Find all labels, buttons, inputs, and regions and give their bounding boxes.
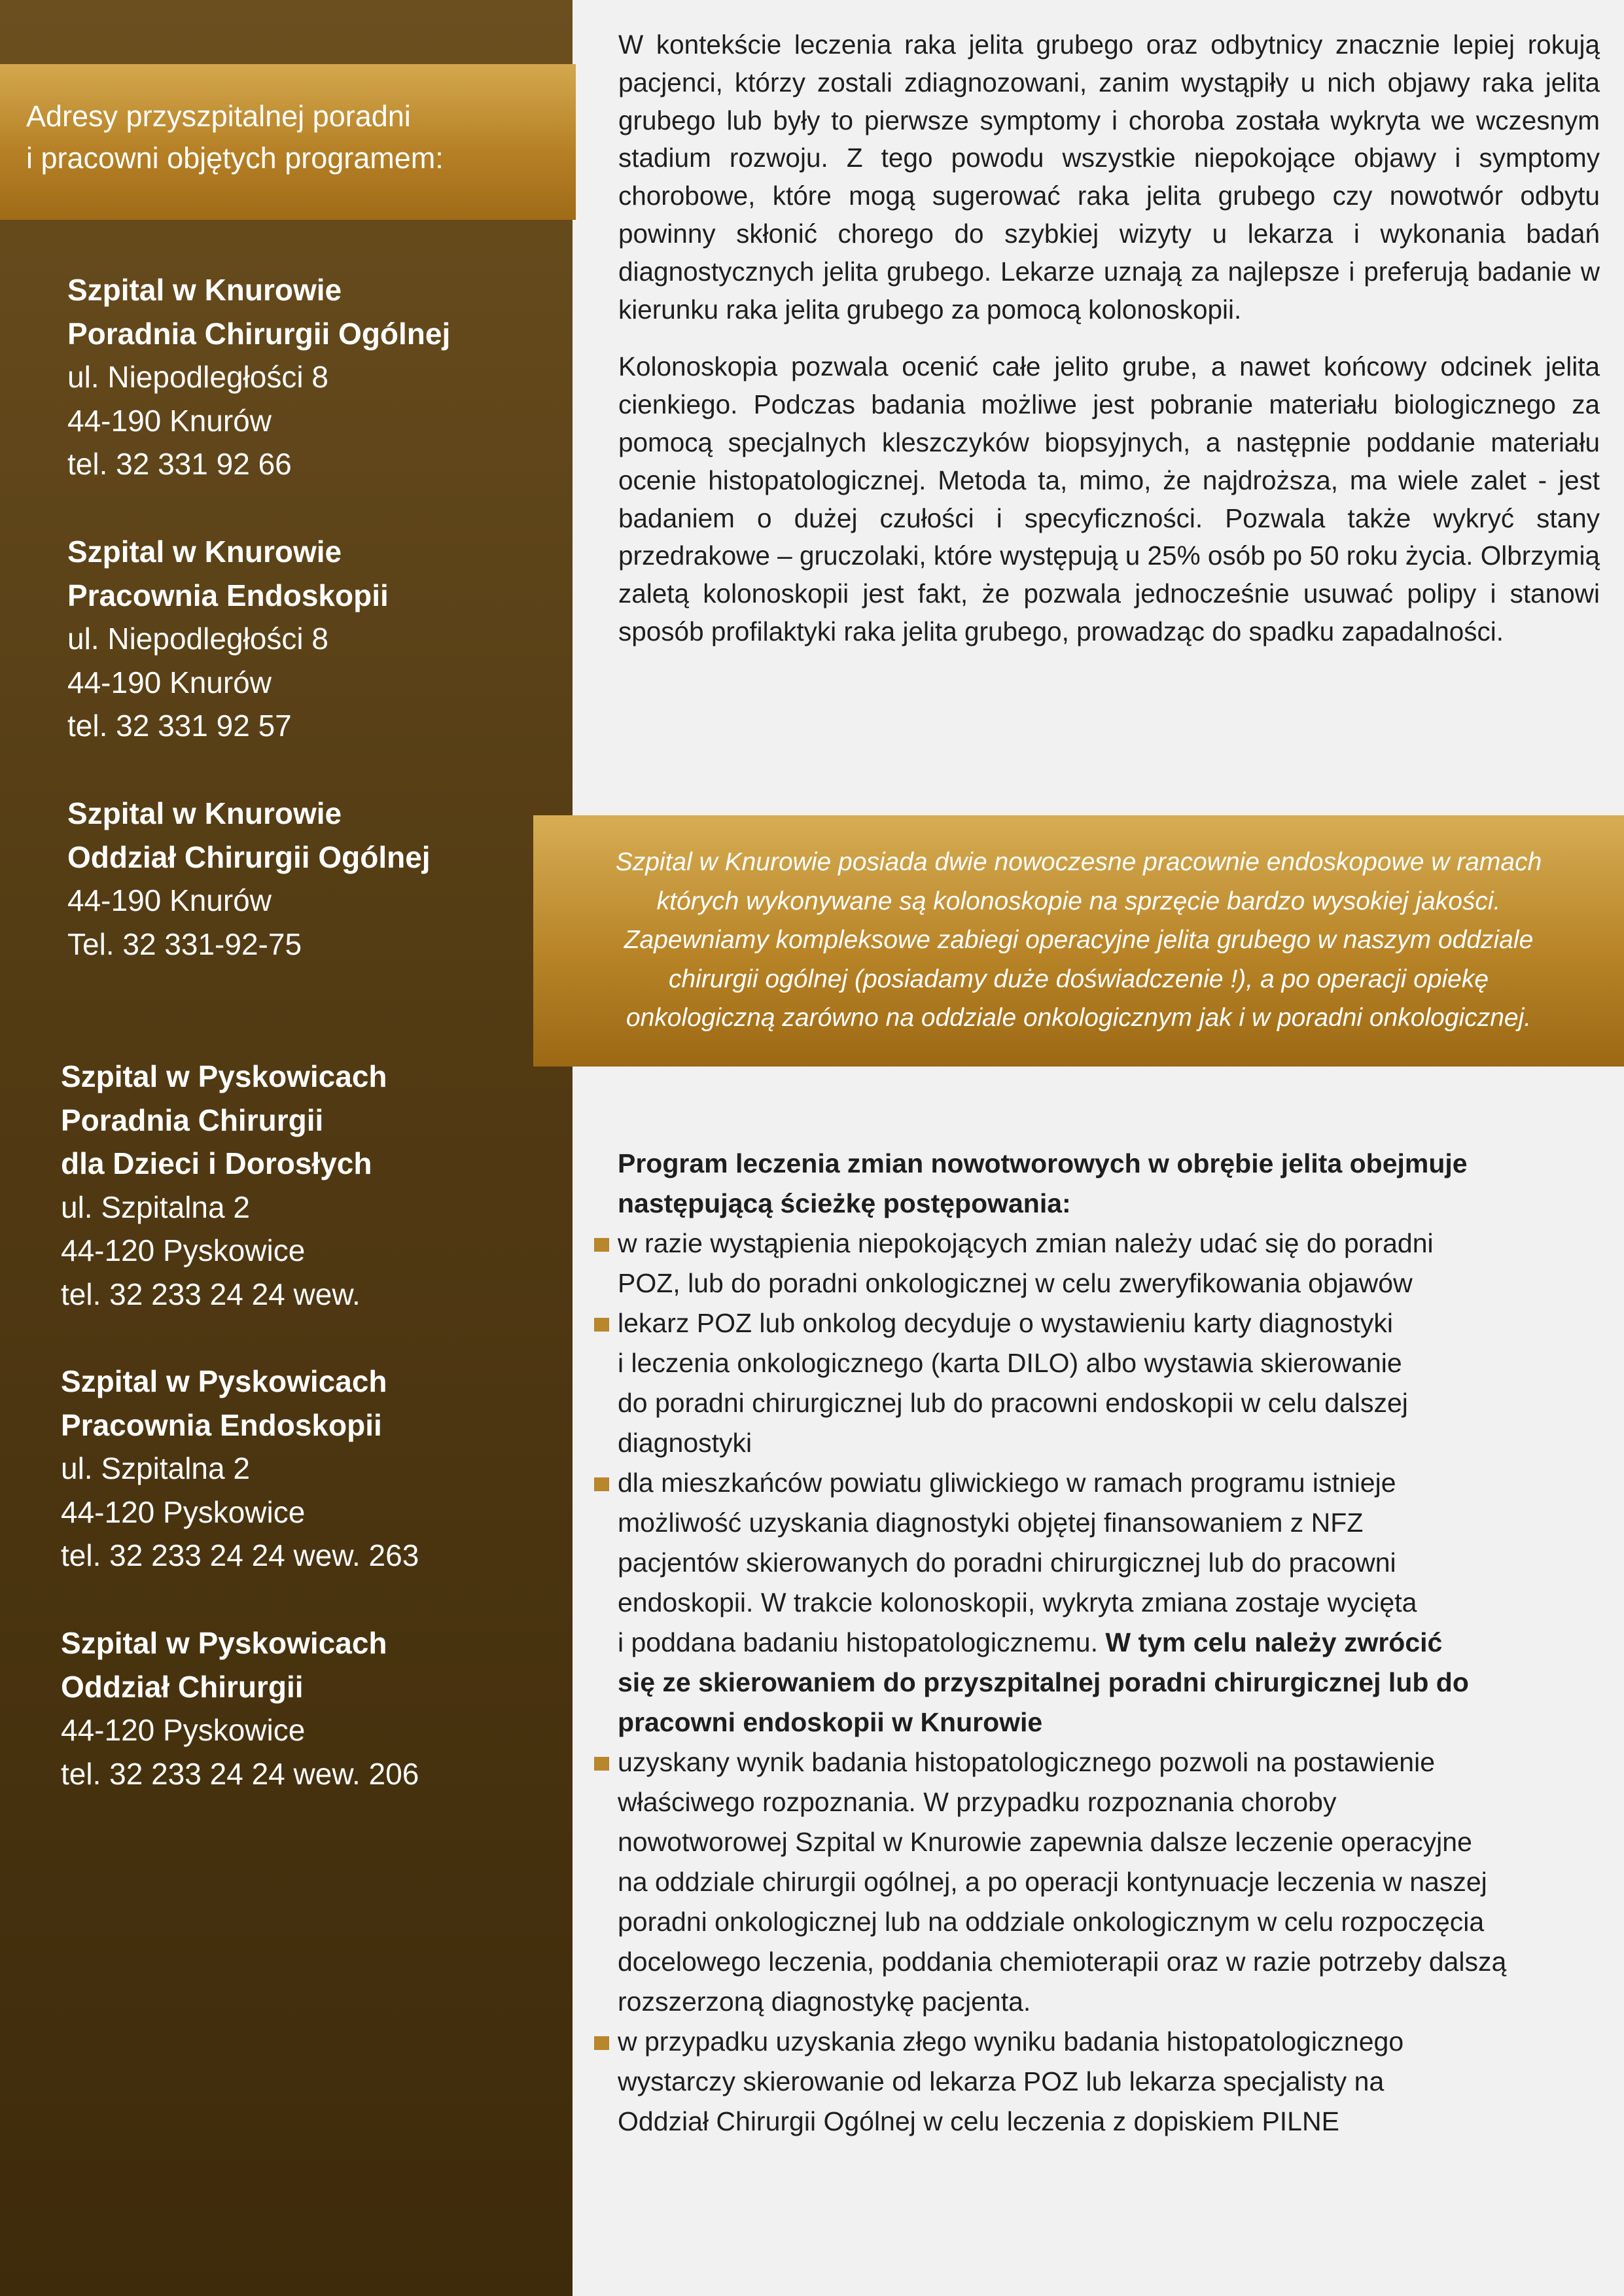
square-bullet-icon <box>594 1477 609 1491</box>
program-heading-line-1: Program leczenia zmian nowotworowych w obrębie jelita obejmuje <box>618 1148 1468 1178</box>
highlight-line-1: Szpital w Knurowie posiada dwie nowoczesne pracownie endoskopowe w ramach <box>615 848 1542 876</box>
treatment-program <box>618 1144 1612 2142</box>
address-street: ul. Szpitalna 2 <box>61 1451 250 1485</box>
square-bullet-icon <box>594 1757 609 1771</box>
program-heading <box>618 1144 1612 1224</box>
program-step <box>618 2022 1612 2142</box>
address-street: ul. Szpitalna 2 <box>61 1190 250 1224</box>
address-entry-pyskowice-endoscopy <box>61 1360 419 1578</box>
address-city: 44-120 Pyskowice <box>61 1713 306 1747</box>
address-unit-name: Oddział Chirurgii <box>61 1669 304 1704</box>
program-step-line: rozszerzoną diagnostykę pacjenta. <box>618 1987 1031 2017</box>
program-step-line: POZ, lub do poradni onkologicznej w celu zweryfikowania objawów <box>618 1268 1413 1298</box>
program-step-line: poradni onkologicznej lub na oddziale onkologicznym w celu rozpoczęcia <box>618 1907 1485 1937</box>
program-step-line: możliwość uzyskania diagnostyki objętej finansowaniem z NFZ <box>618 1508 1364 1538</box>
address-unit-name: Pracownia Endoskopii <box>67 578 389 612</box>
program-step-line: lekarz POZ lub onkolog decyduje o wystawieniu karty diagnostyki <box>618 1308 1394 1338</box>
address-city: 44-190 Knurów <box>67 403 272 438</box>
address-street: ul. Niepodległości 8 <box>67 622 328 656</box>
addresses-banner <box>0 64 576 220</box>
program-step-line: endoskopii. W trakcie kolonoskopii, wykryta zmiana zostaje wycięta <box>618 1587 1417 1617</box>
program-step-emphasis-line: się ze skierowaniem do przyszpitalnej poradni chirurgicznej lub do <box>618 1667 1469 1697</box>
program-step-emphasis-line: pracowni endoskopii w Knurowie <box>618 1707 1043 1737</box>
address-city: 44-120 Pyskowice <box>61 1233 306 1267</box>
intro-text <box>618 26 1600 651</box>
address-unit-name: Poradnia Chirurgii Ogólnej <box>67 316 451 351</box>
program-step-line: na oddziale chirurgii ogólnej, a po operacji kontynuacje leczenia w naszej <box>618 1867 1487 1897</box>
address-phone: tel. 32 331 92 57 <box>67 709 292 743</box>
address-entry-pyskowice-surgery-clinic <box>61 1055 387 1316</box>
square-bullet-icon <box>594 2036 609 2050</box>
hospital-highlight-box <box>533 815 1624 1067</box>
program-step-line-mixed <box>618 1623 1612 1663</box>
address-unit-name: Poradnia Chirurgii <box>61 1103 324 1137</box>
square-bullet-icon <box>594 1318 609 1332</box>
program-step-line: w przypadku uzyskania złego wyniku badania histopatologicznego <box>618 2026 1404 2057</box>
program-step-line: Oddział Chirurgii Ogólnej w celu leczenia z dopiskiem PILNE <box>618 2106 1339 2136</box>
program-heading-line-2: następującą ścieżkę postępowania: <box>618 1188 1071 1218</box>
address-unit-name-cont: dla Dzieci i Dorosłych <box>61 1146 372 1180</box>
program-step-text: i poddana badaniu histopatologicznemu. <box>618 1627 1106 1657</box>
address-unit-name: Pracownia Endoskopii <box>61 1407 382 1442</box>
program-step-line: uzyskany wynik badania histopatologicznego pozwoli na postawienie <box>618 1747 1435 1777</box>
program-step <box>618 1303 1612 1463</box>
address-city: 44-190 Knurów <box>67 883 272 917</box>
program-step-emphasis: W tym celu należy zwrócić <box>1105 1627 1443 1657</box>
address-hospital-name: Szpital w Pyskowicach <box>61 1059 387 1093</box>
highlight-line-4: chirurgii ogólnej (posiadamy duże doświadczenie !), a po operacji opiekę <box>668 964 1489 993</box>
program-step <box>618 1463 1612 1742</box>
address-hospital-name: Szpital w Pyskowicach <box>61 1626 387 1660</box>
address-city: 44-190 Knurów <box>67 665 272 699</box>
address-phone: tel. 32 331 92 66 <box>67 447 292 481</box>
program-step <box>618 1224 1612 1303</box>
program-step <box>618 1742 1612 2022</box>
program-step-line: do poradni chirurgicznej lub do pracowni endoskopii w celu dalszej <box>618 1388 1408 1418</box>
addresses-banner-line-1: Adresy przyszpitalnej poradni <box>26 99 411 133</box>
address-entry-knurow-endoscopy <box>67 530 389 748</box>
highlight-line-3: Zapewniamy kompleksowe zabiegi operacyjne jelita grubego w naszym oddziale <box>624 926 1534 954</box>
address-entry-pyskowice-surgery-ward <box>61 1621 419 1795</box>
address-phone: Tel. 32 331-92-75 <box>67 927 302 961</box>
address-hospital-name: Szpital w Pyskowicach <box>61 1364 387 1398</box>
program-step-line: wystarczy skierowanie od lekarza POZ lub lekarza specjalisty na <box>618 2066 1385 2096</box>
program-step-line: w razie wystąpienia niepokojących zmian należy udać się do poradni <box>618 1228 1434 1258</box>
address-phone: tel. 32 233 24 24 wew. 206 <box>61 1756 419 1791</box>
program-step-line: diagnostyki <box>618 1428 752 1458</box>
addresses-banner-line-2: i pracowni objętych programem: <box>26 141 444 175</box>
address-entry-knurow-surgery-ward <box>67 792 431 966</box>
program-step-line: dla mieszkańców powiatu gliwickiego w ramach programu istnieje <box>618 1468 1396 1498</box>
address-city: 44-120 Pyskowice <box>61 1494 306 1529</box>
address-street: ul. Niepodległości 8 <box>67 360 328 394</box>
address-hospital-name: Szpital w Knurowie <box>67 273 342 307</box>
program-step-line: i leczenia onkologicznego (karta DILO) albo wystawia skierowanie <box>618 1348 1402 1378</box>
intro-paragraph-colorectal-cancer: W kontekście leczenia raka jelita grubego oraz odbytnicy znacznie lepiej rokują pacjenci, którzy zostali zdiagnozowani, zanim wystąpiły u nich objawy raka jelita grubego lub były to pierwsze symptomy i choroba została wykryta we wczesnym stadium rozwoju. Z tego powodu wszystkie niepokojące objawy i symptomy chorobowe, które mogą sugerować raka jelita grubego czy nowotwór odbytu powinny skłonić chorego do szybkiej wizyty u lekarza i wykonania badań diagnostycznych jelita grubego. Lekarze uznają za najlepsze i preferują badanie w kierunku raka jelita grubego za pomocą kolonoskopii. <box>618 29 1600 325</box>
address-hospital-name: Szpital w Knurowie <box>67 796 342 830</box>
program-step-line: nowotworowej Szpital w Knurowie zapewnia dalsze leczenie operacyjne <box>618 1827 1472 1857</box>
program-step-line: pacjentów skierowanych do poradni chirurgicznej lub do pracowni <box>618 1547 1396 1578</box>
address-phone: tel. 32 233 24 24 wew. 263 <box>61 1538 419 1572</box>
program-step-line: docelowego leczenia, poddania chemioterapii oraz w razie potrzeby dalszą <box>618 1947 1507 1977</box>
address-entry-knurow-surgery-clinic <box>67 268 450 486</box>
square-bullet-icon <box>594 1238 609 1252</box>
address-hospital-name: Szpital w Knurowie <box>67 535 342 569</box>
address-unit-name: Oddział Chirurgii Ogólnej <box>67 839 431 874</box>
highlight-line-5: onkologiczną zarówno na oddziale onkologicznym jak i w poradni onkologicznej. <box>626 1004 1532 1032</box>
intro-paragraph-colonoscopy: Kolonoskopia pozwala ocenić całe jelito grube, a nawet końcowy odcinek jelita cienkiego. Podczas badania możliwe jest pobranie materiału biologicznego za pomocą specjalnych kleszczyków biopsyjnych, a następnie poddanie materiału ocenie histopatologicznej. Metoda ta, mimo, że najdroższa, ma wiele zalet - jest badaniem o dużej czułości i specyficzności. Pozwala także wykryć stany przedrakowe – gruczolaki, które występują u 25% osób po 50 roku życia. Olbrzymią zaletą kolonoskopii jest fakt, że pozwala jednocześnie usuwać polipy i stanowi sposób profilaktyki raka jelita grubego, prowadząc do spadku zapadalności. <box>618 351 1600 646</box>
address-phone: tel. 32 233 24 24 wew. <box>61 1277 361 1311</box>
highlight-line-2: których wykonywane są kolonoskopie na sprzęcie bardzo wysokiej jakości. <box>656 887 1501 915</box>
program-step-line: właściwego rozpoznania. W przypadku rozpoznania choroby <box>618 1787 1337 1817</box>
